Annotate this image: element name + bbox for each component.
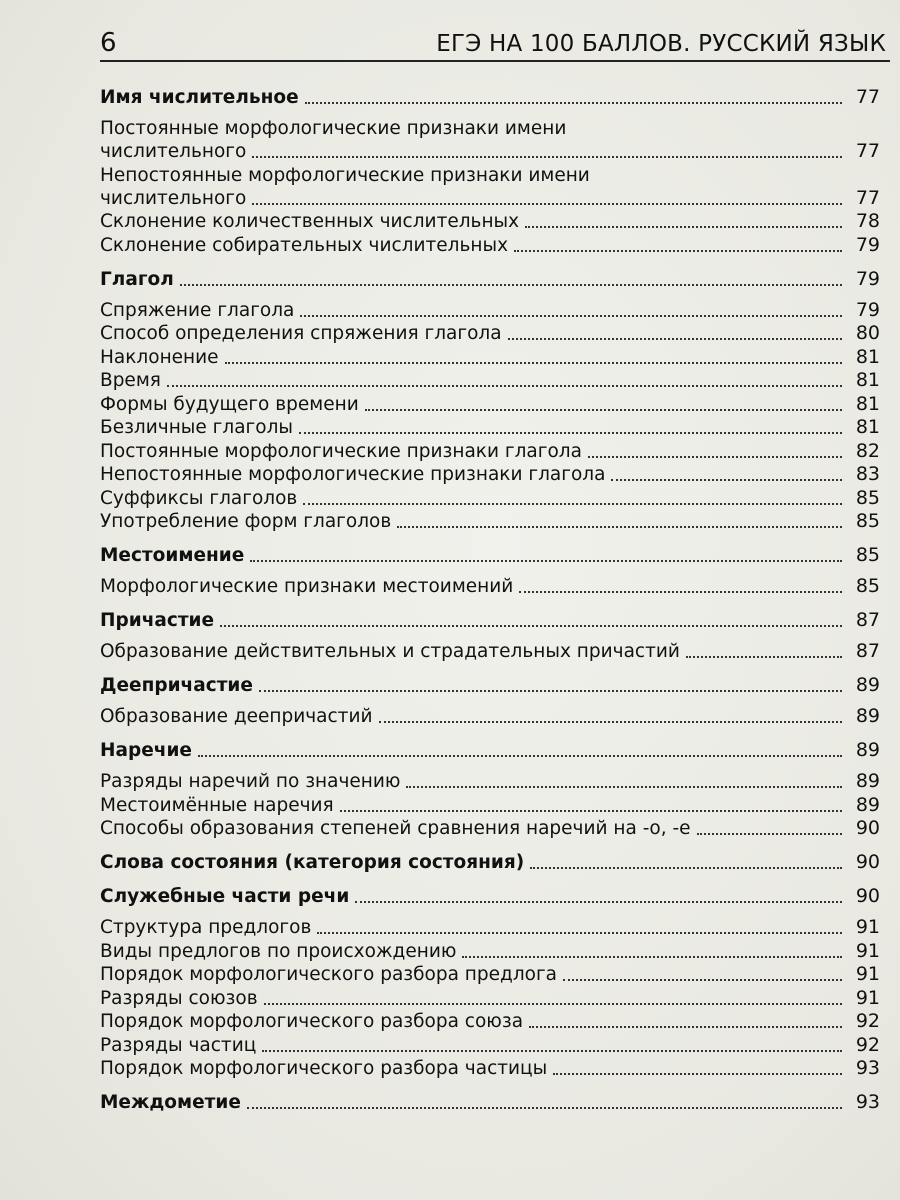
toc-entry [100, 940, 880, 963]
toc-entry-title: Спряжение глагола [100, 299, 295, 321]
toc-entry-page: 91 [855, 963, 880, 985]
dot-leader [365, 408, 842, 411]
toc-entry-page: 90 [855, 851, 880, 873]
toc-entry [100, 1057, 880, 1080]
toc-section [100, 86, 880, 109]
toc-entry-page: 82 [855, 439, 880, 462]
toc-entry-title: Образование действительных и страдательных причастий [100, 641, 680, 662]
toc-entry-title: Структура предлогов [100, 917, 312, 938]
toc-section-title: Причастие [100, 610, 215, 631]
toc-entry-page: 81 [855, 369, 880, 391]
dot-leader [303, 502, 842, 505]
toc-section-title: Местоимение [100, 545, 245, 566]
toc-section-title: Слова состояния (категория состояния) [100, 852, 525, 873]
toc-entry [100, 1034, 880, 1057]
dot-leader [525, 225, 842, 228]
dot-leader [686, 655, 842, 658]
toc-section [100, 674, 880, 697]
toc-entry-page: 77 [855, 86, 880, 108]
toc-entry [100, 393, 880, 416]
toc-entry [100, 440, 880, 463]
toc-entry-page: 92 [855, 1010, 880, 1032]
dot-leader [264, 1002, 842, 1005]
toc-entry [100, 510, 880, 533]
running-title: ЕГЭ НА 100 БАЛЛОВ. РУССКИЙ ЯЗЫК [436, 31, 886, 57]
toc-entry-page: 79 [855, 267, 880, 290]
toc-entry-row [100, 140, 880, 163]
toc-entry-title: Виды предлогов по происхождению [100, 940, 457, 962]
toc-section [100, 739, 880, 762]
toc-entry-title: Суффиксы глаголов [100, 487, 298, 509]
toc-entry [100, 369, 880, 392]
dot-leader [252, 202, 842, 205]
toc-entry-title-line: Непостоянные морфологические признаки имени [100, 164, 590, 186]
toc-entry [100, 487, 880, 510]
toc-entry-page: 90 [855, 817, 880, 839]
dot-leader [588, 455, 842, 458]
toc-entry-title-line: Постоянные морфологические признаки имени [100, 118, 567, 139]
toc-entry [100, 916, 880, 939]
dot-leader [611, 478, 842, 481]
toc-entry-title: Постоянные морфологические признаки глагола [100, 440, 582, 462]
toc-entry-page: 92 [855, 1033, 880, 1056]
dot-leader [305, 101, 842, 104]
toc-entry-page: 87 [855, 640, 880, 662]
dot-leader [259, 689, 842, 692]
toc-entry-page: 83 [855, 463, 880, 485]
toc-entry-page: 81 [855, 392, 880, 415]
dot-leader [247, 1106, 842, 1109]
toc-entry-title: Разряды частиц [100, 1034, 257, 1056]
toc-entry-page: 85 [855, 544, 880, 566]
toc-entry [100, 164, 880, 210]
toc-entry-page: 81 [855, 416, 880, 438]
toc-entry-title: Порядок морфологического разбора частицы [100, 1058, 548, 1079]
toc-entry [100, 117, 880, 163]
dot-leader [252, 155, 842, 158]
dot-leader [553, 1072, 842, 1075]
toc-section-title: Глагол [100, 268, 174, 290]
dot-leader [514, 249, 842, 252]
toc-section [100, 544, 880, 567]
toc-entry-title: числительного [100, 141, 247, 162]
toc-entry-page: 77 [855, 140, 880, 162]
toc-entry-page: 89 [855, 705, 880, 727]
toc-entry [100, 575, 880, 598]
toc-entry-title: Безличные глаголы [100, 417, 294, 438]
dot-leader [250, 559, 842, 562]
toc-entry [100, 463, 880, 486]
dot-leader [462, 955, 842, 958]
dot-leader [340, 809, 842, 812]
toc-entry-title: Непостоянные морфологические признаки глагола [100, 464, 606, 485]
page-number: 6 [100, 28, 117, 58]
toc-entry-title: Время [100, 370, 161, 391]
toc-entry-title: Местоимённые наречия [100, 794, 334, 816]
toc-entry-page: 89 [855, 739, 880, 761]
toc-entry [100, 705, 880, 728]
toc-entry-title: Формы будущего времени [100, 393, 359, 415]
toc-entry [100, 346, 880, 369]
toc-entry [100, 210, 880, 233]
page-header [100, 28, 890, 58]
toc-section-title: Наречие [100, 740, 192, 761]
toc-entry [100, 770, 880, 793]
toc-section-title: Служебные части речи [100, 886, 350, 907]
toc-entry-page: 79 [855, 298, 880, 321]
toc-entry-title: Наклонение [100, 346, 219, 368]
toc-entry-title: Разряды наречий по значению [100, 771, 401, 792]
toc-entry-title: Употребление форм глаголов [100, 511, 392, 532]
toc-entry-page: 80 [855, 322, 880, 344]
toc-entry-title: Разряды союзов [100, 987, 258, 1009]
toc-entry-title: Порядок морфологического разбора союза [100, 1011, 524, 1032]
toc-entry-page: 85 [855, 486, 880, 509]
dot-leader [397, 525, 842, 528]
toc-entry-title: Способ определения спряжения глагола [100, 323, 502, 344]
dot-leader [530, 866, 842, 869]
toc-entry-page: 78 [855, 210, 880, 232]
toc-entry [100, 234, 880, 257]
toc-entry-page: 79 [855, 233, 880, 256]
toc-section-title: Имя числительное [100, 87, 299, 108]
toc-entry-title: Образование деепричастий [100, 706, 373, 727]
dot-leader [299, 431, 842, 434]
toc-entry-title: Склонение количественных числительных [100, 211, 520, 232]
toc-entry-title: Способы образования степеней сравнения наречий на -о, -е [100, 818, 691, 839]
dot-leader [529, 1025, 842, 1028]
toc-entry-page: 87 [855, 609, 880, 631]
dot-leader [379, 720, 842, 723]
dot-leader [697, 832, 842, 835]
toc-entry [100, 794, 880, 817]
toc-entry-page: 91 [855, 939, 880, 962]
toc-entry-page: 90 [855, 885, 880, 907]
dot-leader [519, 590, 842, 593]
toc-entry-page: 81 [855, 345, 880, 368]
toc-entry-page: 89 [855, 793, 880, 816]
header-rule [100, 60, 890, 62]
dot-leader [300, 314, 842, 317]
toc-entry-page: 91 [855, 916, 880, 938]
toc-entry-page: 89 [855, 674, 880, 696]
toc-entry [100, 640, 880, 663]
toc-entry-title: Морфологические признаки местоимений [100, 576, 514, 597]
toc-entry-title: Склонение собирательных числительных [100, 234, 509, 256]
toc-entry-page: 91 [855, 986, 880, 1009]
dot-leader [317, 931, 842, 934]
toc-section [100, 885, 880, 908]
dot-leader [508, 337, 842, 340]
toc-entry-page: 89 [855, 770, 880, 792]
table-of-contents [100, 86, 880, 1122]
toc-entry-title: Порядок морфологического разбора предлога [100, 964, 558, 985]
toc-entry-page: 85 [855, 510, 880, 532]
toc-entry-page: 85 [855, 575, 880, 597]
toc-entry-page: 77 [855, 186, 880, 209]
toc-entry [100, 987, 880, 1010]
dot-leader [563, 978, 842, 981]
toc-entry [100, 416, 880, 439]
dot-leader [355, 900, 842, 903]
dot-leader [225, 361, 842, 364]
toc-entry [100, 322, 880, 345]
toc-section [100, 851, 880, 874]
dot-leader [406, 785, 842, 788]
toc-entry [100, 817, 880, 840]
toc-section [100, 609, 880, 632]
dot-leader [180, 283, 842, 286]
toc-section-title: Деепричастие [100, 675, 253, 696]
toc-entry-row [100, 187, 880, 210]
toc-entry-page: 93 [855, 1091, 880, 1113]
dot-leader [167, 384, 842, 387]
dot-leader [262, 1049, 842, 1052]
dot-leader [220, 624, 842, 627]
toc-section-title: Междометие [100, 1092, 241, 1113]
toc-entry [100, 1010, 880, 1033]
toc-entry-title: числительного [100, 187, 247, 209]
toc-section [100, 268, 880, 291]
toc-entry [100, 299, 880, 322]
toc-entry-page: 93 [855, 1057, 880, 1079]
toc-entry [100, 963, 880, 986]
toc-section [100, 1091, 880, 1114]
dot-leader [198, 754, 842, 757]
